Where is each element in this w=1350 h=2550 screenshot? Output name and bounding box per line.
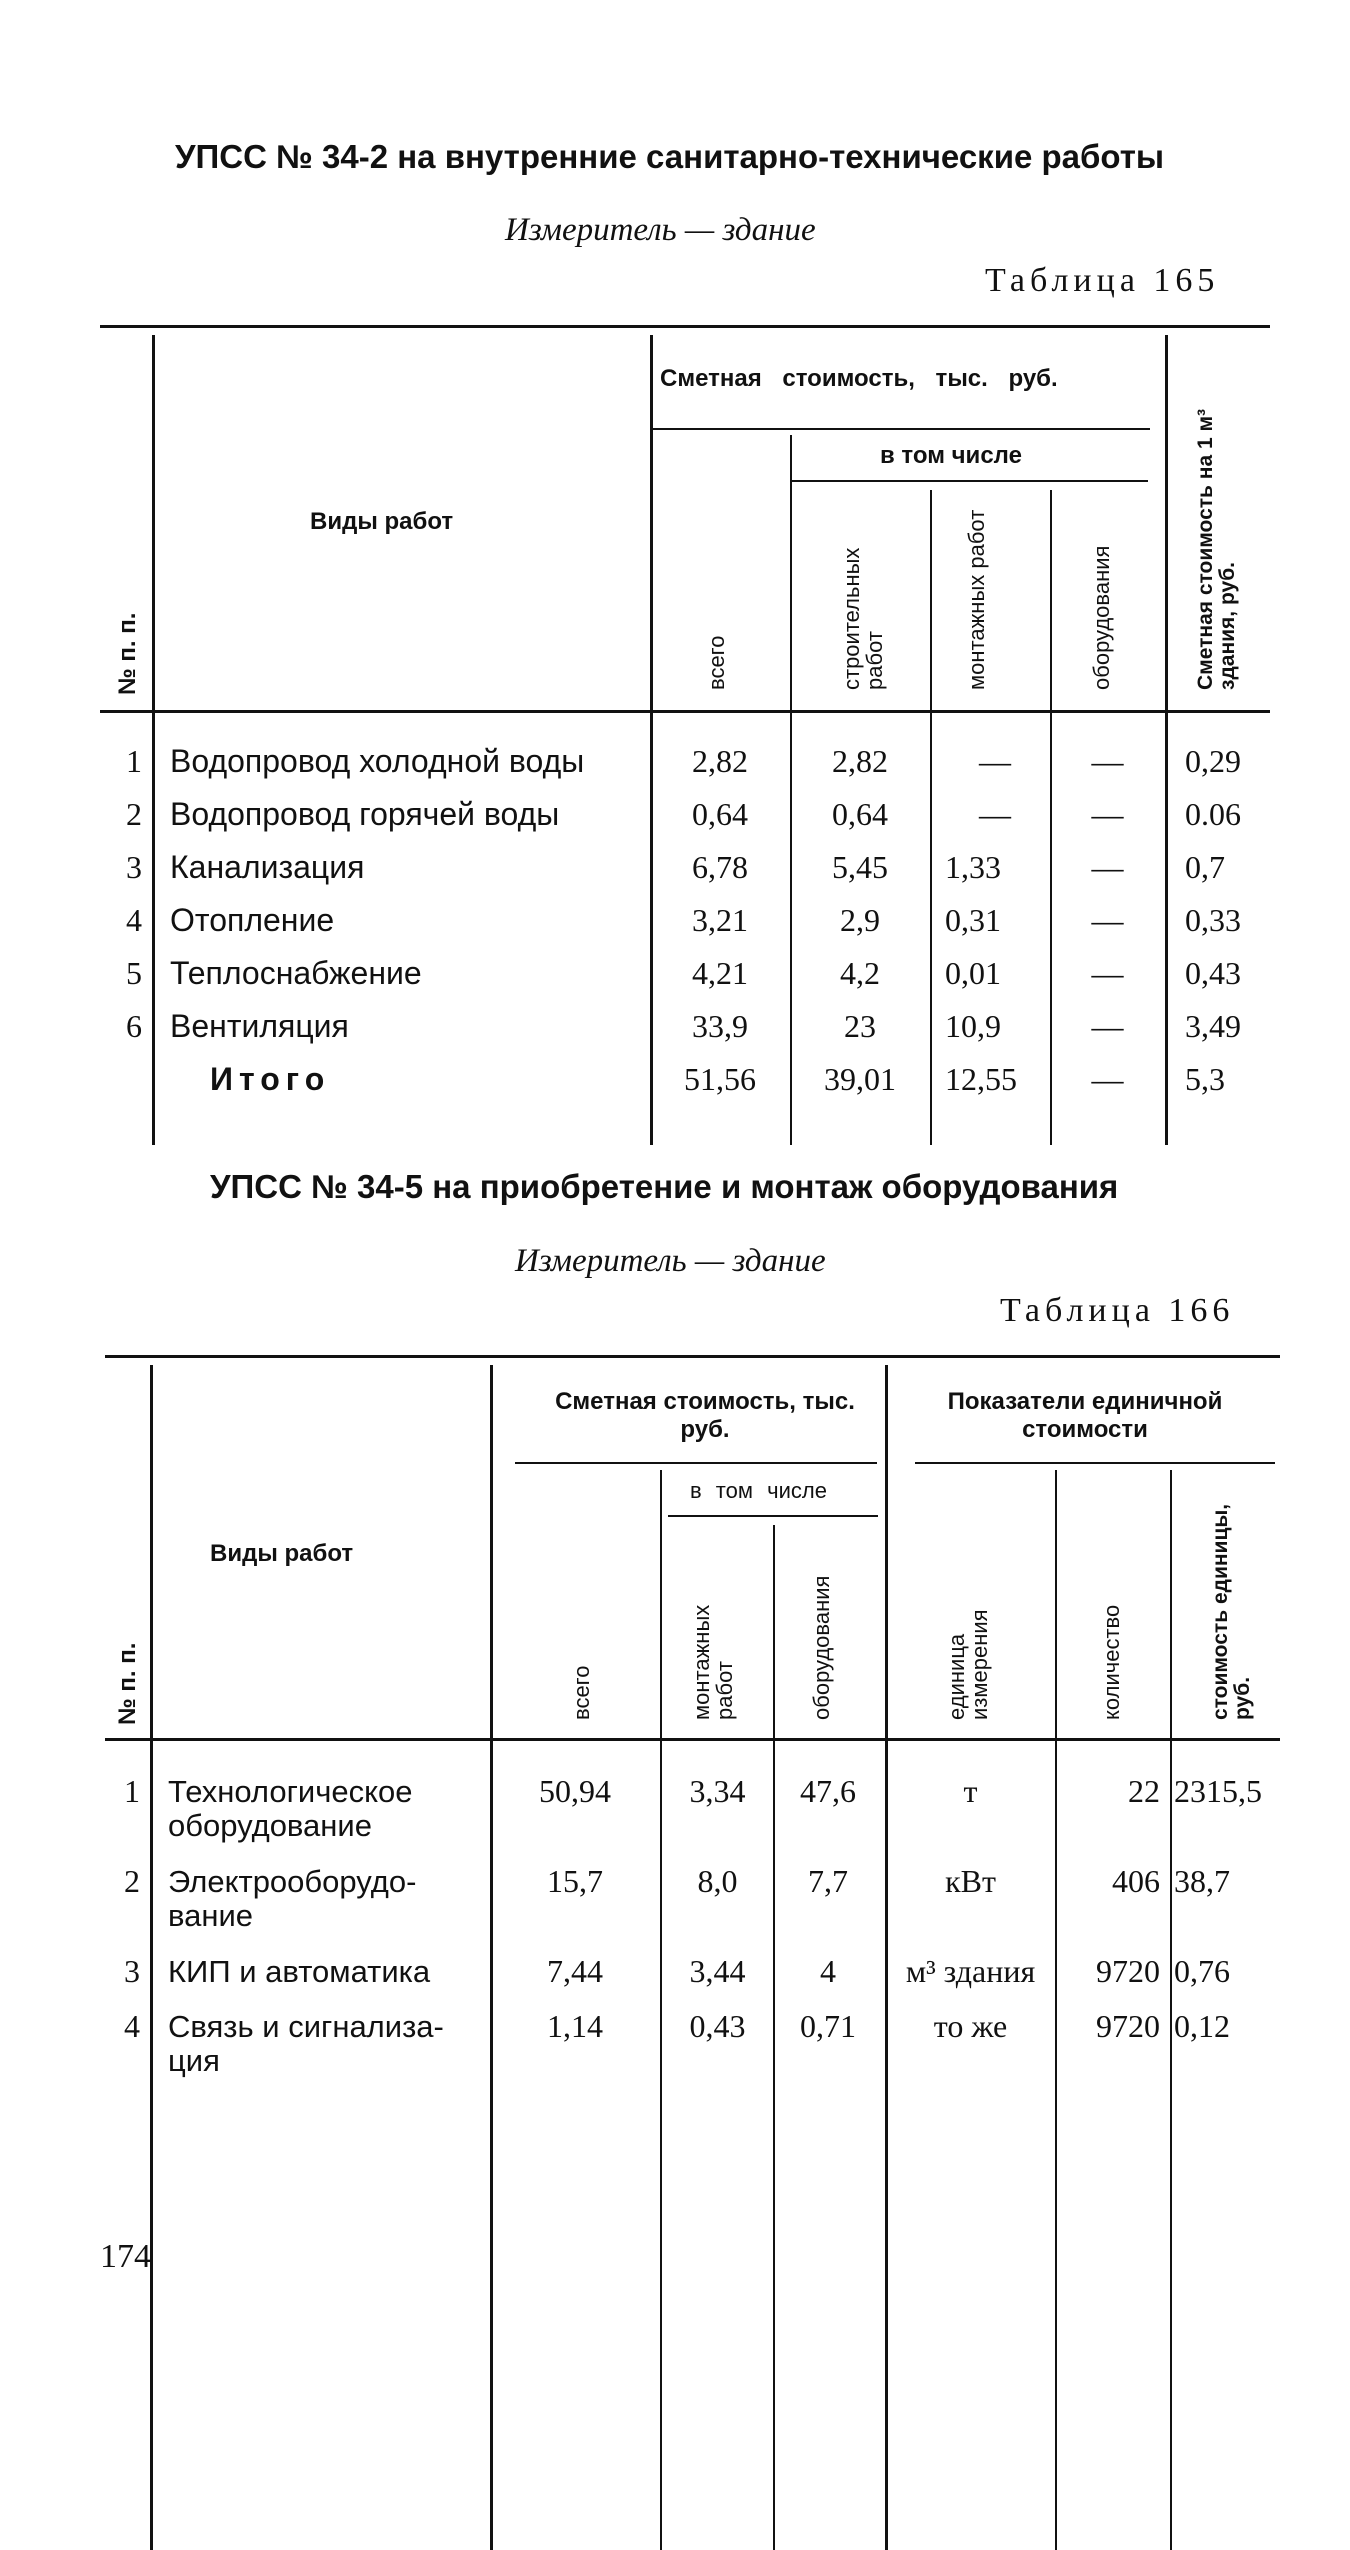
row-number: 3 — [124, 1953, 140, 1989]
row-name: Отопление — [170, 902, 335, 938]
cell-equipment: 4 — [820, 1953, 836, 1989]
cell-total: 6,78 — [692, 849, 748, 885]
cell-equipment: — — [1091, 743, 1124, 779]
row-number: 3 — [126, 849, 142, 885]
header-num: № п. п. — [114, 612, 141, 695]
page-number: 174 — [100, 2238, 151, 2275]
cell-equipment: 0,71 — [800, 2008, 856, 2044]
cell-construction: 2,82 — [832, 743, 888, 779]
header-equipment: оборудования — [809, 1575, 834, 1720]
cell-per-m3: 0,29 — [1185, 743, 1241, 779]
header-unit: единица измерения — [944, 1609, 993, 1720]
cell-quantity: 9720 — [1096, 2008, 1160, 2044]
header-works: Виды работ — [210, 1540, 354, 1567]
cell-unit: т — [963, 1773, 978, 1809]
cell-installation: 1,33 — [945, 849, 1001, 885]
row-number: 5 — [126, 955, 142, 991]
cell-construction: 0,64 — [832, 796, 888, 832]
cell-per-m3: 0,7 — [1185, 849, 1225, 885]
row-name: Водопровод горячей воды — [170, 796, 560, 832]
cell-construction: 5,45 — [832, 849, 888, 885]
header-equipment: оборудования — [1089, 545, 1114, 690]
cell-equipment: — — [1091, 849, 1124, 885]
row-number: 2 — [124, 1863, 140, 1899]
table-166-title: УПСС № 34-5 на приобретение и монтаж оборудования — [210, 1168, 1119, 1205]
cell-equipment: — — [1091, 1061, 1124, 1097]
cell-installation: 0,43 — [689, 2008, 746, 2044]
cell-quantity: 9720 — [1096, 1953, 1160, 1989]
row-name: КИП и автоматика — [168, 1954, 431, 1989]
cell-equipment: — — [1091, 902, 1124, 938]
cell-installation: 8,0 — [697, 1863, 738, 1899]
cell-per-m3: 0.06 — [1185, 796, 1241, 832]
row-number: 1 — [126, 743, 142, 779]
row-number: 1 — [124, 1773, 140, 1809]
cell-construction: 4,2 — [840, 955, 880, 991]
cell-equipment: — — [1091, 796, 1124, 832]
row-number: 4 — [124, 2008, 140, 2044]
cell-per-m3: 0,33 — [1185, 902, 1241, 938]
cell-equipment: 47,6 — [800, 1773, 856, 1809]
cell-per-m3: 5,3 — [1185, 1061, 1225, 1097]
table-166-label: Таблица 166 — [1000, 1292, 1235, 1329]
header-works: Виды работ — [310, 508, 454, 535]
cell-total: 4,21 — [692, 955, 748, 991]
cell-construction: 23 — [844, 1008, 876, 1044]
cell-total: 7,44 — [547, 1953, 603, 1989]
cell-total: 50,94 — [539, 1773, 611, 1809]
header-cost-group: Сметная стоимость, тыс. руб. — [555, 1388, 855, 1443]
cell-installation: — — [979, 796, 1011, 832]
row-name: Технологическое оборудование — [168, 1774, 413, 1844]
table-165-label: Таблица 165 — [985, 262, 1220, 299]
cell-total: 15,7 — [547, 1863, 603, 1899]
cell-equipment: — — [1091, 955, 1124, 991]
table-166-measure: Измеритель — здание — [515, 1243, 826, 1279]
cell-unit-cost: 38,7 — [1174, 1863, 1230, 1899]
cell-installation: 0,01 — [945, 955, 1001, 991]
cell-total: 51,56 — [684, 1061, 756, 1097]
cell-construction: 39,01 — [824, 1061, 896, 1097]
cell-construction: 2,9 — [840, 902, 880, 938]
cell-total: 1,14 — [547, 2008, 603, 2044]
row-number: 4 — [126, 902, 142, 938]
table-165-title: УПСС № 34-2 на внутренние санитарно-технические работы — [175, 138, 1165, 175]
row-number: 2 — [126, 796, 142, 832]
cell-unit: то же — [933, 2008, 1008, 2044]
row-name: Связь и сигнализа-ция — [168, 2009, 444, 2079]
cell-per-m3: 0,43 — [1185, 955, 1241, 991]
header-incl: в том числе — [880, 442, 1022, 469]
cell-unit-cost: 2315,5 — [1174, 1773, 1262, 1809]
header-installation: монтажных работ — [964, 509, 989, 690]
header-per-m3: Сметная стоимость на 1 м³ здания, руб. — [1194, 408, 1240, 690]
cell-installation: 10,9 — [945, 1008, 1001, 1044]
header-installation: монтажных работ — [689, 1604, 738, 1720]
header-total: всего — [569, 1665, 594, 1720]
cell-equipment: 7,7 — [808, 1863, 848, 1899]
row-name: Водопровод холодной воды — [170, 743, 585, 779]
cell-unit: м³ здания — [905, 1953, 1036, 1989]
cell-total: 3,21 — [692, 902, 748, 938]
header-incl: в том числе — [690, 1478, 827, 1503]
header-quantity: количество — [1099, 1604, 1124, 1720]
cell-quantity: 406 — [1112, 1863, 1160, 1899]
row-number: 6 — [126, 1008, 142, 1044]
row-name: Вентиляция — [170, 1008, 349, 1044]
cell-installation: 0,31 — [945, 902, 1001, 938]
header-num: № п. п. — [114, 1642, 141, 1725]
cell-per-m3: 3,49 — [1185, 1008, 1241, 1044]
header-unit-cost: стоимость единицы, руб. — [1209, 1503, 1255, 1720]
cell-installation: — — [979, 743, 1011, 779]
cell-unit: кВт — [945, 1863, 996, 1899]
header-indicators: Показатели единичной стоимости — [947, 1388, 1223, 1443]
header-construction: строительных работ — [839, 547, 888, 690]
cell-installation: 3,34 — [689, 1773, 746, 1809]
table-165-measure: Измеритель — здание — [505, 212, 816, 248]
header-total: всего — [704, 635, 729, 690]
row-name: Итого — [210, 1061, 331, 1097]
cell-total: 0,64 — [692, 796, 748, 832]
row-name: Канализация — [170, 849, 365, 885]
cell-unit-cost: 0,76 — [1174, 1953, 1230, 1989]
header-cost-group: Сметная стоимость, тыс. руб. — [660, 365, 1058, 392]
cell-installation: 3,44 — [689, 1953, 746, 1989]
cell-quantity: 22 — [1128, 1773, 1160, 1809]
cell-unit-cost: 0,12 — [1174, 2008, 1230, 2044]
row-name: Электрооборудо-вание — [168, 1864, 417, 1934]
row-name: Теплоснабжение — [170, 955, 422, 991]
cell-installation: 12,55 — [945, 1061, 1017, 1097]
cell-total: 2,82 — [692, 743, 748, 779]
cell-total: 33,9 — [692, 1008, 748, 1044]
cell-equipment: — — [1091, 1008, 1124, 1044]
